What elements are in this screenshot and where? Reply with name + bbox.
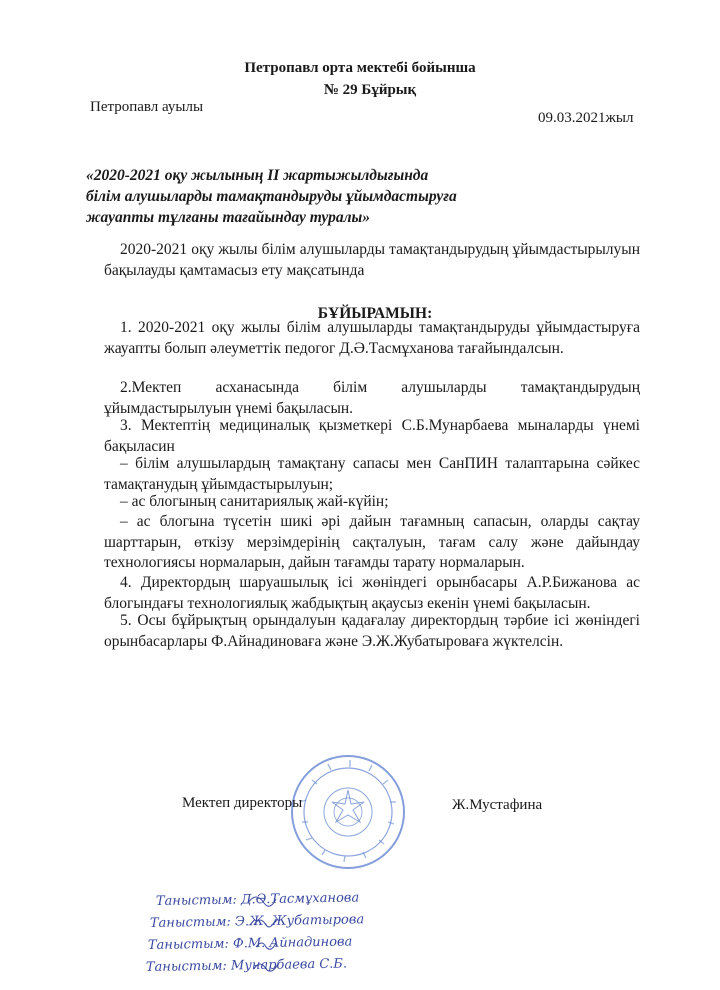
- order-date: 09.03.2021жыл: [538, 110, 634, 126]
- village-name: Петропавл ауылы: [90, 99, 204, 115]
- topic-line: білім алушыларды тамақтандыруды ұйымдастыруға: [86, 188, 457, 205]
- familiarization-line: Таныстым: Мунарбаева С.Б.: [145, 956, 348, 975]
- topic-line: жауапты тұлғаны тағайындау туралы»: [86, 209, 371, 226]
- order-item-1: 1. 2020-2021 оқу жылы білім алушыларды тамақтандыруды ұйымдастыруға жауапты болып әлеуметтік педогог Д.Ә.Тасмұханова тағайындалсын.: [104, 319, 640, 357]
- familiarization-line: Таныстым: Э.Ж. Жубатырова: [149, 912, 365, 931]
- familiarization-block: [136, 885, 556, 980]
- order-number: № 29 Бұйрық: [323, 82, 417, 98]
- order-item-3: 3. Мектептің медициналық қызметкері С.Б.Мунарбаева мыналарды үнемі бақыласин: [104, 417, 640, 455]
- topic-line: «2020-2021 оқу жылының II жартыжылдығында: [86, 167, 429, 184]
- familiarization-line: Таныстым: Д.Ә.Тасмұханова: [155, 890, 360, 909]
- signature-name: Ж.Мустафина: [452, 797, 543, 813]
- order-item-4: 4. Директордың шаруашылық ісі жөніндегі орынбасары А.Р.Бижанова ас блогындағы технологиялық жабдықтың ақаусыз екенін үнемі бақыласын.: [104, 574, 640, 612]
- signature-title: Мектеп директоры: [182, 795, 303, 811]
- order-subitem: – ас блогына түсетін шикі әрі дайын тағамның сапасын, оларды сақтау шарттарын, өткізу мерзімдерінің сақталуын, тағам салу және дайындау технологиясы нормаларын, дайын тағамды тарату нормаларын.: [104, 513, 640, 571]
- familiarization-line: Таныстым: Ф.М. Айнадинова: [147, 934, 353, 953]
- order-heading: БҰЙЫРАМЫН:: [317, 305, 433, 322]
- official-stamp: [288, 752, 408, 872]
- order-subitem: – ас блогының санитариялық жай-күйін;: [120, 493, 389, 510]
- preamble: 2020-2021 оқу жылы білім алушыларды тамақтандырудың ұйымдастырылуын бақылауды қамтамасыз ету мақсатында: [104, 241, 640, 279]
- school-name: Петропавл орта мектебі бойынша: [244, 60, 476, 76]
- order-item-5: 5. Осы бұйрықтың орындалуын қадағалау директордың тәрбие ісі жөніндегі орынбасарлары Ф.Айнадиноваға және Э.Ж.Жубатыроваға жүктелсін.: [104, 612, 640, 650]
- order-item-2: 2.Мектеп асханасында білім алушыларды тамақтандырудың ұйымдастырылуын үнемі бақыласын.: [104, 379, 640, 417]
- order-subitem: – білім алушылардың тамақтану сапасы мен СанПИН талаптарына сәйкес тамақтанудың ұйымдастырылуын;: [104, 455, 640, 493]
